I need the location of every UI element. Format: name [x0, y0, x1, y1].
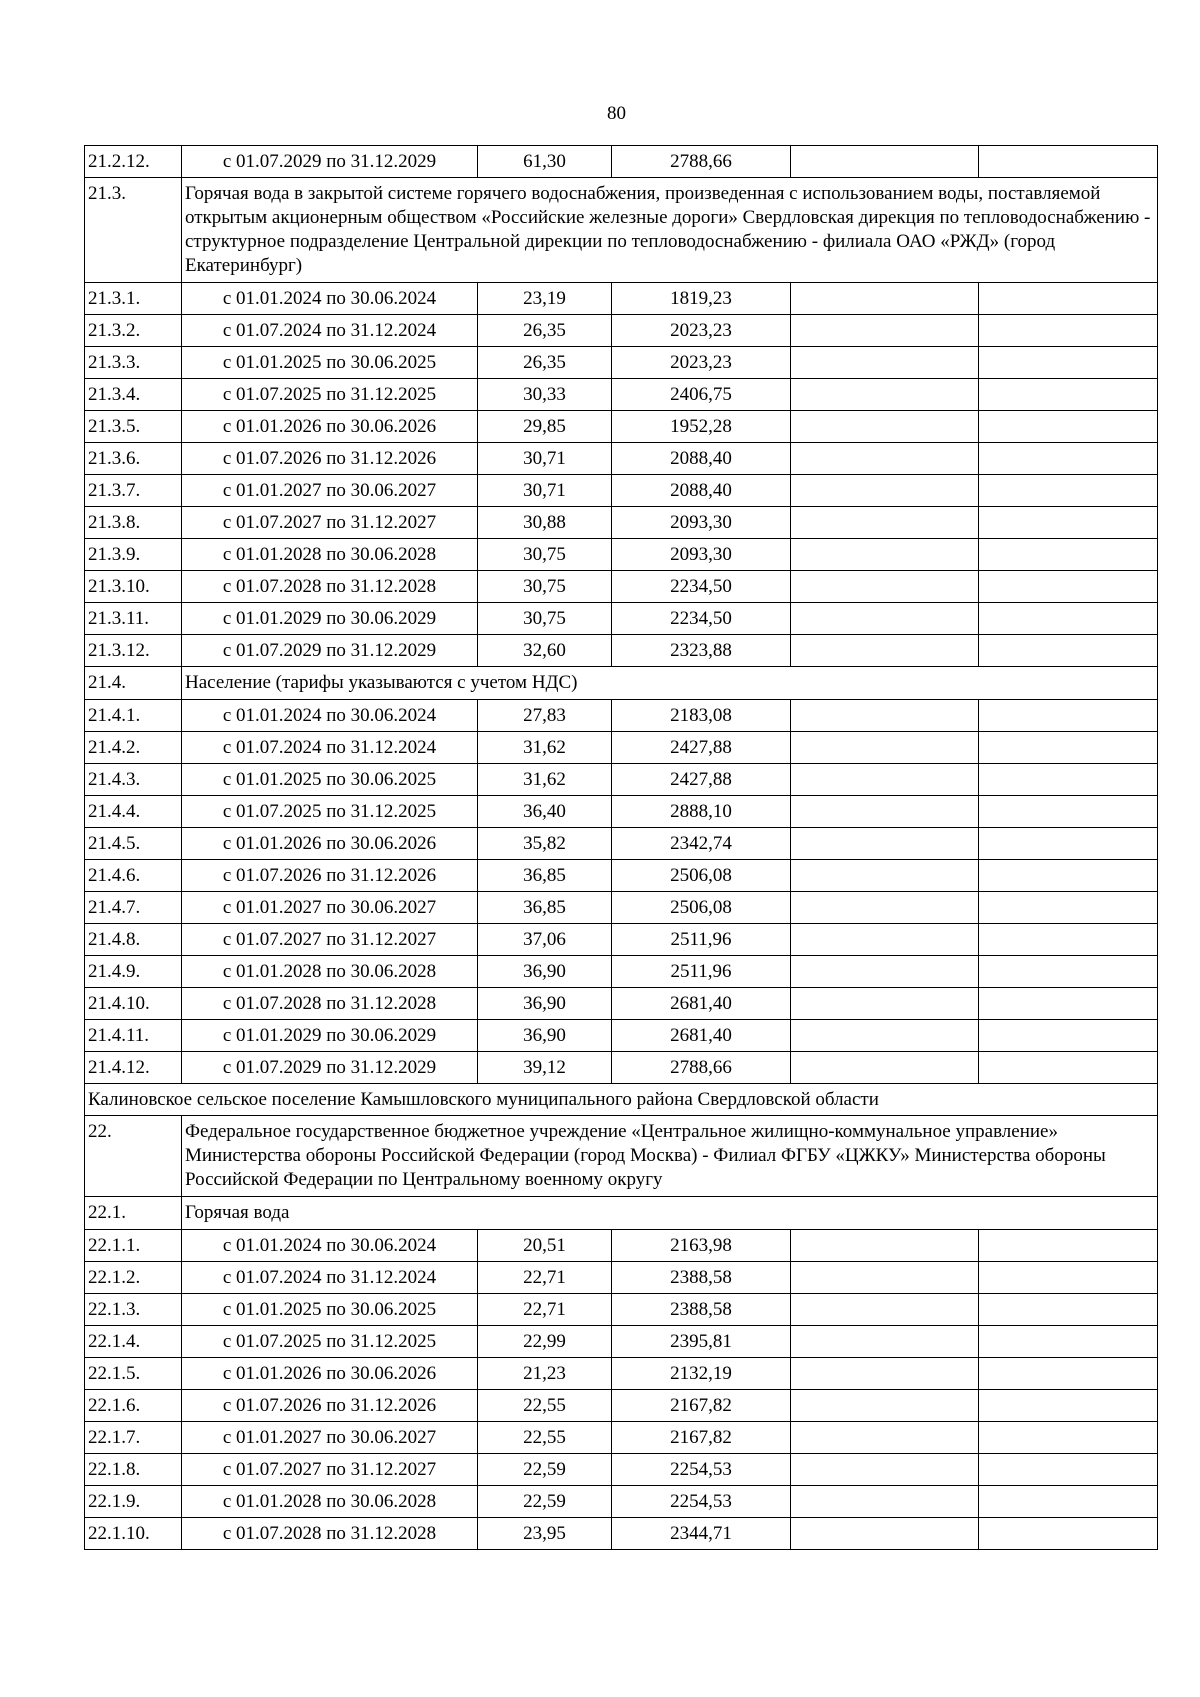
row-period: с 01.01.2025 по 30.06.2025: [182, 1294, 478, 1326]
row-value-1: 22,71: [478, 1294, 612, 1326]
table-row: [85, 892, 1158, 924]
row-value-2: 2167,82: [612, 1422, 791, 1454]
row-number: 21.3.1.: [85, 283, 182, 315]
row-number: 21.4.4.: [85, 796, 182, 828]
row-empty-cell-5: [791, 860, 979, 892]
row-empty-cell-6: [979, 764, 1158, 796]
row-value-1: 30,33: [478, 379, 612, 411]
row-value-2: 2788,66: [612, 146, 791, 178]
row-value-2: 2254,53: [612, 1454, 791, 1486]
row-empty-cell-6: [979, 1294, 1158, 1326]
row-value-1: 31,62: [478, 764, 612, 796]
row-value-1: 39,12: [478, 1052, 612, 1084]
row-period: с 01.07.2024 по 31.12.2024: [182, 315, 478, 347]
table-row: [85, 507, 1158, 539]
row-value-2: 2681,40: [612, 1020, 791, 1052]
row-value-1: 27,83: [478, 700, 612, 732]
row-period: с 01.01.2024 по 30.06.2024: [182, 283, 478, 315]
table-row: [85, 411, 1158, 443]
table-row: [85, 283, 1158, 315]
row-number: 22.1.6.: [85, 1390, 182, 1422]
row-empty-cell-5: [791, 700, 979, 732]
row-value-2: 2088,40: [612, 475, 791, 507]
row-empty-cell-6: [979, 892, 1158, 924]
table-row: [85, 1020, 1158, 1052]
row-number: 21.4.10.: [85, 988, 182, 1020]
row-empty-cell-6: [979, 732, 1158, 764]
table-subheading-row: [85, 667, 1158, 700]
row-description: Федеральное государственное бюджетное учреждение «Центральное жилищно-коммунальное управление» Министерства обороны Российской Федерации (город Москва) - Филиал ФГБУ «ЦЖКУ» Министерства обороны Российской Федерации по Центральному военному округу: [182, 1116, 1158, 1197]
row-empty-cell-5: [791, 443, 979, 475]
row-value-1: 30,71: [478, 475, 612, 507]
row-empty-cell-5: [791, 635, 979, 667]
row-value-2: 2234,50: [612, 571, 791, 603]
row-value-1: 61,30: [478, 146, 612, 178]
row-empty-cell-5: [791, 924, 979, 956]
table-row: [85, 1390, 1158, 1422]
row-number: 21.4.6.: [85, 860, 182, 892]
row-period: с 01.01.2029 по 30.06.2029: [182, 603, 478, 635]
row-value-1: 36,90: [478, 988, 612, 1020]
row-value-1: 30,88: [478, 507, 612, 539]
table-row: [85, 443, 1158, 475]
row-period: с 01.07.2025 по 31.12.2025: [182, 796, 478, 828]
row-period: с 01.07.2028 по 31.12.2028: [182, 1518, 478, 1550]
row-empty-cell-5: [791, 1326, 979, 1358]
row-number: 22.1.7.: [85, 1422, 182, 1454]
row-value-1: 22,59: [478, 1486, 612, 1518]
row-number: 22.1.4.: [85, 1326, 182, 1358]
row-value-2: 2511,96: [612, 956, 791, 988]
row-number: 21.4.8.: [85, 924, 182, 956]
row-period: с 01.07.2027 по 31.12.2027: [182, 507, 478, 539]
row-empty-cell-5: [791, 796, 979, 828]
row-description: Население (тарифы указываются с учетом НДС): [182, 667, 1158, 700]
row-number: 21.3.9.: [85, 539, 182, 571]
row-value-2: 2023,23: [612, 347, 791, 379]
table-row: [85, 1422, 1158, 1454]
row-empty-cell-6: [979, 475, 1158, 507]
table-row: [85, 1326, 1158, 1358]
row-empty-cell-6: [979, 860, 1158, 892]
row-period: с 01.07.2025 по 31.12.2025: [182, 1326, 478, 1358]
row-number: 22.1.10.: [85, 1518, 182, 1550]
row-empty-cell-6: [979, 988, 1158, 1020]
row-value-1: 36,90: [478, 1020, 612, 1052]
row-empty-cell-5: [791, 892, 979, 924]
row-empty-cell-5: [791, 283, 979, 315]
row-value-2: 2163,98: [612, 1230, 791, 1262]
row-empty-cell-6: [979, 571, 1158, 603]
row-value-2: 2088,40: [612, 443, 791, 475]
row-empty-cell-6: [979, 1052, 1158, 1084]
row-number: 22.1.3.: [85, 1294, 182, 1326]
row-empty-cell-6: [979, 1358, 1158, 1390]
table-row: [85, 732, 1158, 764]
row-period: с 01.07.2029 по 31.12.2029: [182, 146, 478, 178]
row-period: с 01.07.2025 по 31.12.2025: [182, 379, 478, 411]
row-period: с 01.07.2026 по 31.12.2026: [182, 1390, 478, 1422]
row-value-2: 2132,19: [612, 1358, 791, 1390]
row-empty-cell-5: [791, 146, 979, 178]
row-empty-cell-5: [791, 828, 979, 860]
row-value-2: 2254,53: [612, 1486, 791, 1518]
row-number: 21.4.2.: [85, 732, 182, 764]
row-value-2: 2167,82: [612, 1390, 791, 1422]
row-number: 22.1.9.: [85, 1486, 182, 1518]
row-period: с 01.01.2029 по 30.06.2029: [182, 1020, 478, 1052]
row-value-1: 22,99: [478, 1326, 612, 1358]
row-value-1: 22,59: [478, 1454, 612, 1486]
row-value-1: 22,71: [478, 1262, 612, 1294]
row-number: 21.3.4.: [85, 379, 182, 411]
row-empty-cell-6: [979, 411, 1158, 443]
row-number: 22.1.1.: [85, 1230, 182, 1262]
table-row: [85, 1486, 1158, 1518]
table-row: [85, 539, 1158, 571]
row-empty-cell-5: [791, 571, 979, 603]
row-value-1: 32,60: [478, 635, 612, 667]
table-row: [85, 1454, 1158, 1486]
row-empty-cell-5: [791, 1020, 979, 1052]
row-period: с 01.07.2024 по 31.12.2024: [182, 1262, 478, 1294]
row-value-1: 26,35: [478, 315, 612, 347]
row-value-2: 2388,58: [612, 1262, 791, 1294]
row-empty-cell-5: [791, 315, 979, 347]
row-value-2: 2183,08: [612, 700, 791, 732]
table-row: [85, 571, 1158, 603]
row-value-2: 2888,10: [612, 796, 791, 828]
row-empty-cell-6: [979, 1390, 1158, 1422]
row-value-2: 2093,30: [612, 507, 791, 539]
row-empty-cell-5: [791, 1518, 979, 1550]
row-value-2: 1952,28: [612, 411, 791, 443]
row-empty-cell-5: [791, 475, 979, 507]
table-row: [85, 1052, 1158, 1084]
table-row: [85, 956, 1158, 988]
row-value-1: 30,75: [478, 539, 612, 571]
row-empty-cell-6: [979, 603, 1158, 635]
row-empty-cell-6: [979, 700, 1158, 732]
row-value-2: 2681,40: [612, 988, 791, 1020]
row-number: 21.3.11.: [85, 603, 182, 635]
row-empty-cell-5: [791, 1486, 979, 1518]
row-period: с 01.01.2028 по 30.06.2028: [182, 956, 478, 988]
table-row: [85, 828, 1158, 860]
row-empty-cell-5: [791, 347, 979, 379]
row-value-1: 23,95: [478, 1518, 612, 1550]
row-number: 21.4.7.: [85, 892, 182, 924]
row-empty-cell-5: [791, 1390, 979, 1422]
section-heading: Калиновское сельское поселение Камышловского муниципального района Свердловской области: [85, 1084, 1158, 1116]
row-number: 21.3.5.: [85, 411, 182, 443]
row-empty-cell-6: [979, 1486, 1158, 1518]
row-number: 21.3.2.: [85, 315, 182, 347]
row-value-1: 22,55: [478, 1390, 612, 1422]
row-value-1: 29,85: [478, 411, 612, 443]
row-period: с 01.07.2024 по 31.12.2024: [182, 732, 478, 764]
row-value-2: 2506,08: [612, 860, 791, 892]
row-empty-cell-5: [791, 956, 979, 988]
row-empty-cell-5: [791, 603, 979, 635]
row-period: с 01.01.2025 по 30.06.2025: [182, 764, 478, 796]
row-number: 21.4.5.: [85, 828, 182, 860]
row-empty-cell-6: [979, 283, 1158, 315]
row-value-2: 2093,30: [612, 539, 791, 571]
row-empty-cell-5: [791, 1358, 979, 1390]
row-description: Горячая вода в закрытой системе горячего водоснабжения, произведенная с использованием воды, поставляемой открытым акционерным обществом «Российские железные дороги» Свердловская дирекция по тепловодоснабжению - структурное подразделение Центральной дирекции по тепловодоснабжению - филиала ОАО «РЖД» (город Екатеринбург): [182, 178, 1158, 283]
row-number: 22.1.: [85, 1197, 182, 1230]
row-empty-cell-6: [979, 1326, 1158, 1358]
row-number: 22.: [85, 1116, 182, 1197]
row-empty-cell-6: [979, 1422, 1158, 1454]
row-empty-cell-5: [791, 1422, 979, 1454]
row-value-1: 20,51: [478, 1230, 612, 1262]
row-value-2: 2427,88: [612, 732, 791, 764]
row-empty-cell-6: [979, 1454, 1158, 1486]
row-value-1: 22,55: [478, 1422, 612, 1454]
row-value-1: 26,35: [478, 347, 612, 379]
row-period: с 01.07.2027 по 31.12.2027: [182, 1454, 478, 1486]
row-value-2: 2388,58: [612, 1294, 791, 1326]
row-empty-cell-5: [791, 411, 979, 443]
row-value-1: 36,90: [478, 956, 612, 988]
row-number: 21.3.12.: [85, 635, 182, 667]
row-number: 21.2.12.: [85, 146, 182, 178]
tariff-table: [84, 145, 1158, 1550]
table-row: [85, 379, 1158, 411]
row-number: 21.3.: [85, 178, 182, 283]
row-number: 22.1.2.: [85, 1262, 182, 1294]
row-empty-cell-5: [791, 732, 979, 764]
row-period: с 01.01.2027 по 30.06.2027: [182, 475, 478, 507]
table-row: [85, 635, 1158, 667]
table-subheading-row: [85, 1197, 1158, 1230]
row-empty-cell-6: [979, 146, 1158, 178]
table-row: [85, 988, 1158, 1020]
table-row: [85, 1262, 1158, 1294]
row-empty-cell-5: [791, 764, 979, 796]
row-period: с 01.07.2029 по 31.12.2029: [182, 1052, 478, 1084]
row-empty-cell-6: [979, 347, 1158, 379]
row-empty-cell-6: [979, 956, 1158, 988]
row-period: с 01.01.2024 по 30.06.2024: [182, 700, 478, 732]
row-period: с 01.01.2026 по 30.06.2026: [182, 411, 478, 443]
row-value-2: 2506,08: [612, 892, 791, 924]
row-empty-cell-6: [979, 539, 1158, 571]
table-section-row: [85, 1084, 1158, 1116]
table-row: [85, 146, 1158, 178]
row-empty-cell-6: [979, 1230, 1158, 1262]
row-period: с 01.07.2027 по 31.12.2027: [182, 924, 478, 956]
row-number: 21.4.3.: [85, 764, 182, 796]
row-number: 21.4.12.: [85, 1052, 182, 1084]
row-empty-cell-5: [791, 1454, 979, 1486]
row-period: с 01.01.2024 по 30.06.2024: [182, 1230, 478, 1262]
row-empty-cell-6: [979, 507, 1158, 539]
row-value-1: 31,62: [478, 732, 612, 764]
row-period: с 01.07.2029 по 31.12.2029: [182, 635, 478, 667]
table-row: [85, 475, 1158, 507]
table-row: [85, 603, 1158, 635]
row-period: с 01.01.2027 по 30.06.2027: [182, 892, 478, 924]
row-empty-cell-6: [979, 1262, 1158, 1294]
row-empty-cell-6: [979, 924, 1158, 956]
row-number: 21.3.10.: [85, 571, 182, 603]
row-empty-cell-6: [979, 443, 1158, 475]
row-value-1: 30,71: [478, 443, 612, 475]
page-number: 80: [607, 103, 626, 124]
row-value-2: 2023,23: [612, 315, 791, 347]
row-description: Горячая вода: [182, 1197, 1158, 1230]
row-value-2: 2788,66: [612, 1052, 791, 1084]
table-row: [85, 1518, 1158, 1550]
row-period: с 01.01.2028 по 30.06.2028: [182, 539, 478, 571]
row-value-1: 36,85: [478, 892, 612, 924]
row-period: с 01.07.2028 по 31.12.2028: [182, 988, 478, 1020]
row-period: с 01.07.2028 по 31.12.2028: [182, 571, 478, 603]
table-row: [85, 1230, 1158, 1262]
row-number: 21.3.6.: [85, 443, 182, 475]
row-empty-cell-6: [979, 796, 1158, 828]
table-subheading-row: [85, 1116, 1158, 1197]
row-number: 21.3.8.: [85, 507, 182, 539]
row-period: с 01.01.2026 по 30.06.2026: [182, 828, 478, 860]
row-number: 21.4.1.: [85, 700, 182, 732]
row-empty-cell-5: [791, 1262, 979, 1294]
row-value-2: 1819,23: [612, 283, 791, 315]
row-number: 22.1.8.: [85, 1454, 182, 1486]
row-empty-cell-5: [791, 507, 979, 539]
row-value-1: 30,75: [478, 571, 612, 603]
row-number: 22.1.5.: [85, 1358, 182, 1390]
row-empty-cell-5: [791, 1294, 979, 1326]
row-value-1: 30,75: [478, 603, 612, 635]
table-subheading-row: [85, 178, 1158, 283]
table-row: [85, 700, 1158, 732]
row-empty-cell-6: [979, 635, 1158, 667]
row-period: с 01.01.2028 по 30.06.2028: [182, 1486, 478, 1518]
row-empty-cell-6: [979, 379, 1158, 411]
row-value-1: 23,19: [478, 283, 612, 315]
row-empty-cell-5: [791, 988, 979, 1020]
row-value-2: 2427,88: [612, 764, 791, 796]
row-period: с 01.07.2026 по 31.12.2026: [182, 860, 478, 892]
row-empty-cell-6: [979, 1020, 1158, 1052]
row-value-2: 2323,88: [612, 635, 791, 667]
row-empty-cell-5: [791, 1052, 979, 1084]
row-value-2: 2406,75: [612, 379, 791, 411]
row-value-1: 36,85: [478, 860, 612, 892]
row-value-2: 2342,74: [612, 828, 791, 860]
table-row: [85, 860, 1158, 892]
row-value-1: 21,23: [478, 1358, 612, 1390]
row-empty-cell-6: [979, 828, 1158, 860]
row-empty-cell-6: [979, 315, 1158, 347]
tariff-table-body: [85, 146, 1158, 1550]
table-row: [85, 315, 1158, 347]
table-row: [85, 924, 1158, 956]
table-row: [85, 796, 1158, 828]
row-value-2: 2511,96: [612, 924, 791, 956]
row-period: с 01.01.2027 по 30.06.2027: [182, 1422, 478, 1454]
row-value-2: 2344,71: [612, 1518, 791, 1550]
table-row: [85, 764, 1158, 796]
table-row: [85, 1294, 1158, 1326]
row-period: с 01.07.2026 по 31.12.2026: [182, 443, 478, 475]
table-row: [85, 1358, 1158, 1390]
row-period: с 01.01.2026 по 30.06.2026: [182, 1358, 478, 1390]
row-value-1: 35,82: [478, 828, 612, 860]
row-number: 21.4.9.: [85, 956, 182, 988]
row-value-2: 2395,81: [612, 1326, 791, 1358]
table-row: [85, 347, 1158, 379]
row-value-2: 2234,50: [612, 603, 791, 635]
row-empty-cell-5: [791, 539, 979, 571]
row-empty-cell-5: [791, 1230, 979, 1262]
row-number: 21.4.: [85, 667, 182, 700]
row-value-1: 37,06: [478, 924, 612, 956]
row-number: 21.3.7.: [85, 475, 182, 507]
row-period: с 01.01.2025 по 30.06.2025: [182, 347, 478, 379]
row-empty-cell-5: [791, 379, 979, 411]
row-value-1: 36,40: [478, 796, 612, 828]
row-empty-cell-6: [979, 1518, 1158, 1550]
row-number: 21.4.11.: [85, 1020, 182, 1052]
row-number: 21.3.3.: [85, 347, 182, 379]
